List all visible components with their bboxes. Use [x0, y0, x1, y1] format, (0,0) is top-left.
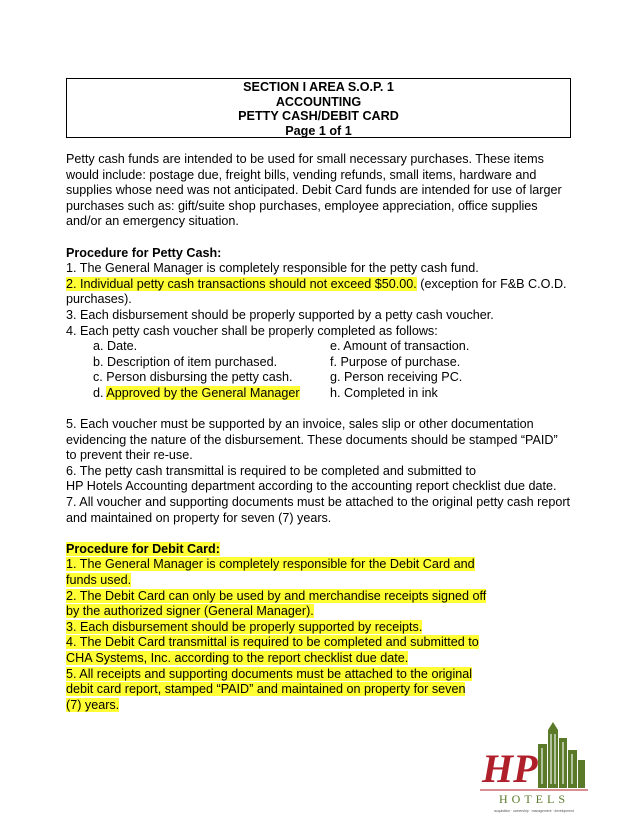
petty-step-4: 4. Each petty cash voucher shall be properly completed as follows:: [66, 323, 438, 338]
voucher-item-d-prefix: d.: [93, 385, 107, 400]
highlighted-text: 1. The General Manager is completely responsible for the Debit Card and: [66, 557, 475, 572]
voucher-item-row: [66, 370, 586, 386]
petty-step-3: 3. Each disbursement should be properly supported by a petty cash voucher.: [66, 307, 494, 322]
logo-name: HOTELS: [499, 792, 569, 806]
voucher-item-row: [66, 386, 586, 402]
intro-line: and/or an emergency situation.: [66, 214, 239, 229]
petty-step-2: [66, 277, 586, 293]
debit-line: [66, 589, 586, 605]
highlighted-text: Approved by the General Manager: [106, 385, 300, 400]
petty-cash-heading: Procedure for Petty Cash:: [66, 245, 222, 260]
intro-line: would include: postage due, freight bills, vending refunds, small items, hardware and: [66, 167, 537, 182]
voucher-item-b: b. Description of item purchased.: [93, 354, 278, 369]
petty-step-5: 5. Each voucher must be supported by an invoice, sales slip or other documentation: [66, 417, 534, 432]
logo-mark: HP: [482, 746, 538, 791]
highlighted-text: (7) years.: [66, 697, 120, 712]
voucher-item-h: h. Completed in ink: [330, 385, 438, 400]
debit-line: [66, 682, 586, 698]
highlighted-text: 2. The Debit Card can only be used by and merchandise receipts signed off: [66, 588, 487, 603]
logo-graphic: [478, 720, 590, 816]
voucher-item-a: a. Date.: [93, 339, 138, 354]
document-body: [66, 152, 586, 713]
highlighted-text: funds used.: [66, 573, 132, 588]
highlighted-text: by the authorized signer (General Manager).: [66, 604, 314, 619]
debit-line: [66, 635, 586, 651]
intro-line: supplies whose need was not anticipated. Debit Card funds are intended for use of larger: [66, 183, 562, 198]
section-title: SECTION I AREA S.O.P. 1: [243, 80, 394, 94]
petty-step-1: 1. The General Manager is completely responsible for the petty cash fund.: [66, 261, 479, 276]
petty-step-5: to prevent their re-use.: [66, 448, 193, 463]
intro-line: Petty cash funds are intended to be used for small necessary purchases. These items: [66, 152, 544, 166]
voucher-item-e: e. Amount of transaction.: [330, 339, 470, 354]
debit-line: [66, 573, 586, 589]
petty-step-5: evidencing the nature of the disbursement. These documents should be stamped “PAID”: [66, 432, 558, 447]
petty-step-6: 6. The petty cash transmittal is required to be completed and submitted to: [66, 463, 476, 478]
highlighted-text: debit card report, stamped “PAID” and maintained on property for seven: [66, 682, 466, 697]
debit-line: [66, 557, 586, 573]
highlighted-text: 2. Individual petty cash transactions should not exceed $50.00.: [66, 276, 417, 291]
voucher-item-c: c. Person disbursing the petty cash.: [93, 370, 293, 385]
debit-card-section: [66, 542, 586, 714]
debit-line: [66, 667, 586, 683]
highlighted-text: CHA Systems, Inc. according to the report checklist due date.: [66, 651, 409, 665]
voucher-item-d: [66, 386, 330, 402]
hp-hotels-logo: [478, 720, 590, 816]
department-title: ACCOUNTING: [275, 94, 362, 109]
petty-step-7: 7. All voucher and supporting documents must be attached to the original petty cash report: [66, 495, 571, 510]
debit-line: [66, 620, 586, 636]
debit-line: [66, 604, 586, 620]
petty-step-7: and maintained on property for seven (7) years.: [66, 510, 332, 525]
voucher-item-row: [66, 339, 586, 355]
intro-line: purchases such as: gift/suite shop purchases, employee appreciation, office supplies: [66, 198, 538, 213]
logo-tagline: acquisition · ownership · management · development: [494, 809, 574, 813]
highlighted-text: Procedure for Debit Card:: [66, 541, 220, 556]
petty-step-2-rest: (exception for F&B C.O.D.: [416, 276, 567, 291]
debit-line: [66, 698, 586, 714]
highlighted-text: 4. The Debit Card transmittal is required to be completed and submitted to: [66, 635, 479, 650]
intro-paragraph: [66, 152, 586, 230]
petty-step-2-cont: purchases).: [66, 292, 132, 307]
highlighted-text: 5. All receipts and supporting documents must be attached to the original: [66, 666, 473, 681]
debit-card-heading: [66, 542, 586, 558]
debit-line: [66, 651, 586, 667]
highlighted-text: 3. Each disbursement should be properly supported by receipts.: [66, 619, 423, 634]
petty-step-6: HP Hotels Accounting department according to the accounting report checklist due date.: [66, 479, 557, 494]
voucher-item-f: f. Purpose of purchase.: [330, 354, 461, 369]
voucher-item-row: [66, 355, 586, 371]
voucher-item-g: g. Person receiving PC.: [330, 370, 463, 385]
header-box: [66, 78, 571, 138]
document-title: PETTY CASH/DEBIT CARD: [238, 109, 399, 123]
page-number: Page 1 of 1: [285, 123, 352, 138]
petty-cash-section: [66, 246, 586, 527]
